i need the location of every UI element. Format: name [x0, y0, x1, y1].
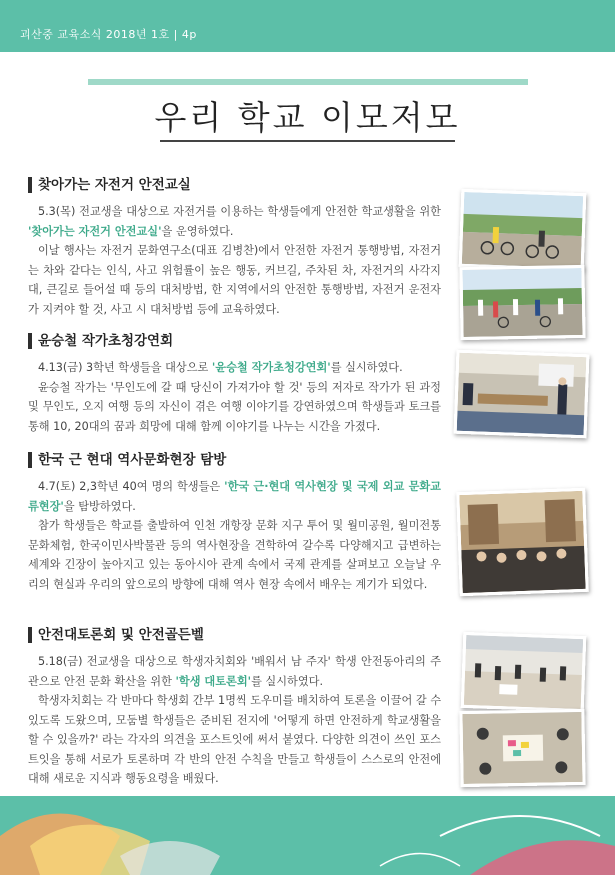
safety-debate-photo-2 [459, 709, 585, 787]
paragraph: 4.13(금) 3학년 학생들을 대상으로 '윤승철 작가초청강연회'를 실시하였다. [38, 361, 403, 374]
highlight-text: '학생 대토론회' [175, 674, 252, 688]
highlight-text: '윤승철 작가초청강연회' [211, 361, 331, 374]
section-safety-debate [28, 626, 441, 789]
section-bicycle-safety [28, 176, 441, 319]
section-body [28, 358, 441, 436]
title-decor-band [88, 79, 528, 85]
paragraph: 4.7(토) 2,3학년 40여 명의 학생들은 '한국 근·현대 역사현장 및 국제 외교 문화교류현장'을 탐방하였다. [28, 480, 441, 513]
history-tour-photo [456, 488, 589, 596]
paragraph: 5.3(목) 전교생을 대상으로 자전거를 이용하는 학생들에게 안전한 학교생활을 위한 '찾아가는 자전거 안전교실'을 운영하였다. [28, 205, 441, 238]
paragraph: 5.18(금) 전교생을 대상으로 학생자치회와 '배워서 남 주자' 학생 안전동아리의 주관으로 안전 문화 확산을 위한 '학생 대토론회'를 실시하였다. [28, 655, 441, 688]
highlight-text: '한국 근·현대 역사현장 및 국제 외교 문화교류현장' [28, 480, 441, 513]
umbrella-decoration-icon [0, 796, 615, 875]
section-author-lecture [28, 332, 441, 436]
top-header-bar [0, 0, 615, 52]
section-history-tour [28, 451, 441, 594]
section-title: 한국 근 현대 역사문화현장 탐방 [28, 451, 441, 469]
title-underline [160, 140, 455, 142]
section-title: 윤승철 작가초청강연회 [28, 332, 441, 350]
paragraph: 참가 학생들은 학교를 출발하여 인천 개항장 문화 지구 투어 및 월미공원, 월미전통문화체험, 한국이민사박물관 등의 역사현장을 견학하여 갈수록 다양해지고 급변하는 세계와 긴장이 높아지고 있는 동아시아 관계 속에서 국제 관계를 살펴보고 오늘날 우리의 현실과 우리의 앞으로의 방향에 대해 역사 현장 속에서 배우는 계기가 되었다. [28, 519, 441, 591]
section-body [28, 652, 441, 789]
bicycle-class-photo-1 [459, 189, 587, 271]
highlight-text: '찾아가는 자전거 안전교실' [28, 224, 162, 238]
paragraph: 윤승철 작가는 '무인도에 갈 때 당신이 가져가야 할 것' 등의 저자로 작가가 된 과정 및 무인도, 오지 여행 등의 자신이 겪은 여행 이야기를 강연하였으며 학생들과 토크를 통해 10, 20대의 꿈과 희망에 대해 함께 이야기를 나누는 시간을 가졌다. [28, 380, 441, 433]
paragraph: 학생자치회는 각 반마다 학생회 간부 1명씩 도우미를 배치하여 토론을 이끌어 갈 수 있도록 도왔으며, 모둠별 학생들은 준비된 전지에 '어떻게 하면 안전하게 학교생활을 할 수 있을까?' 라는 각자의 의견을 포스트잇에 써서 붙였다. 다양한 의견이 쓰인 포스트잇을 통해 서로가 토론하며 각 반의 안전 수칙을 만들고 학생들이 스스로의 안전에 대해 새로운 지식과 행동요령을 배웠다. [28, 694, 441, 785]
bicycle-class-photo-2 [459, 265, 585, 340]
header-text: 괴산중 교육소식 2018년 1호 | 4p [20, 28, 197, 41]
author-lecture-photo [454, 350, 590, 439]
section-title: 안전대토론회 및 안전골든벨 [28, 626, 441, 644]
section-title: 찾아가는 자전거 안전교실 [28, 176, 441, 194]
section-body [28, 477, 441, 594]
section-body [28, 202, 441, 319]
safety-debate-photo-1 [461, 632, 587, 712]
paragraph: 이날 행사는 자전거 문화연구소(대표 김병찬)에서 안전한 자전거 통행방법, 자전거는 차와 같다는 인식, 사고 위험률이 높은 행동, 커브길, 주차된 차, 자전거의 사각지대, 큰길로 들어설 때 등의 대처방법, 한 지역에서의 안전한 통행방법, 자전거 운전자가 지켜야 할 것, 사고 시 대처방법 등에 교육하였다. [28, 244, 441, 316]
footer-decor-band [0, 796, 615, 875]
page-title: 우리 학교 이모저모 [154, 98, 461, 137]
